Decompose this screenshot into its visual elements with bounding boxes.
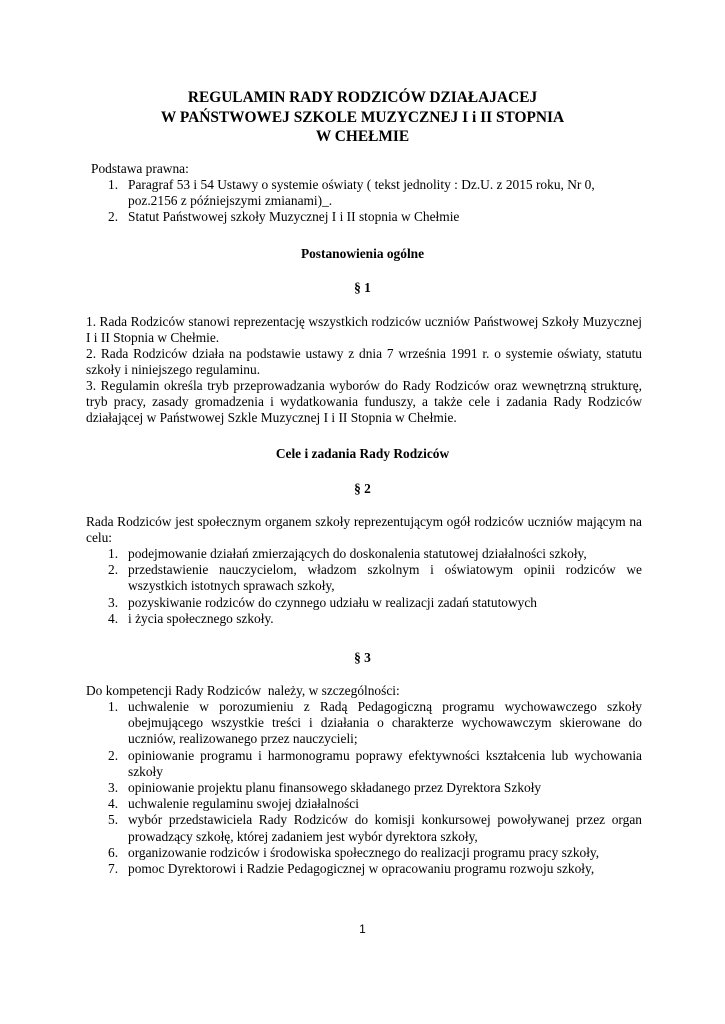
list-item-text: podejmowanie działań zmierzających do doskonalenia statutowej działalności szkoły, (128, 546, 587, 561)
list-item-number: 5. (108, 812, 119, 828)
list-item (86, 780, 642, 796)
list-item (86, 562, 642, 594)
title-line-1: REGULAMIN RADY RODZICÓW DZIAŁAJACEJ (187, 89, 538, 106)
list-item-text: pozyskiwanie rodziców do czynnego udziału w realizacji zadań statutowych (128, 594, 538, 610)
competences-intro: Do kompetencji Rady Rodziców należy, w szczególności: (86, 683, 400, 698)
list-item-text: przedstawienie nauczycielom, władzom szkolnym i oświatowym opinii rodziców we wszystkich istotnych sprawach szkoły, (128, 562, 642, 594)
goals-list (86, 546, 642, 627)
paragraph-mark-2: § 2 (354, 481, 371, 496)
title-line-2: W PAŃSTWOWEJ SZKOLE MUZYCZNEJ I i II STOPNIA (160, 108, 565, 126)
list-item-number: 1. (108, 699, 119, 714)
list-item-number: 2. (108, 562, 119, 578)
list-item-number: 4. (108, 610, 119, 626)
list-item-text: uchwalenie w porozumieniu z Radą Pedagogiczną programu wychowawczego szkoły obejmującego wszystkie treści i działania o charakterze wychowawczym skierowane do uczniów, realizowanego przez nauczycieli; (128, 699, 642, 747)
list-item-text: Statut Państwowej szkoły Muzycznej I i II stopnia w Chełmie (128, 209, 460, 225)
paragraph-mark-1: § 1 (354, 280, 371, 295)
list-item (86, 861, 642, 877)
list-item-text: i życia społecznego szkoły. (128, 610, 274, 626)
list-item-text: uchwalenie regulaminu swojej działalności (128, 796, 359, 812)
list-item-text: organizowanie rodziców i środowiska społecznego do realizacji programu pracy szkoły, (128, 844, 600, 860)
list-item (86, 595, 642, 611)
list-item-number: 2. (108, 747, 119, 763)
general-point-3: 3. Regulamin określa tryb przeprowadzania wyborów do Rady Rodziców oraz wewnętrzną strukturę, tryb pracy, zasady gromadzenia i wydatkowania funduszy, a także cele i zadania Rady Rodziców działającej w Państwowej Szkle Muzycznej I i II Stopnia w Chełmie. (86, 378, 642, 426)
list-item-number: 6. (108, 844, 119, 860)
title-line-3: W CHEŁMIE (315, 128, 410, 145)
list-item-number: 4. (108, 796, 119, 812)
list-item (86, 812, 642, 844)
list-item-number: 7. (108, 861, 119, 877)
section-heading-goals: Cele i zadania Rady Rodziców (275, 446, 450, 461)
list-item-text: wybór przedstawiciela Rady Rodziców do komisji konkursowej powoływanej przez organ prowadzący szkołę, której zadaniem jest wybór dyrektora szkoły, (128, 812, 642, 844)
list-item (86, 845, 642, 861)
list-item-text: pomoc Dyrektorowi i Radzie Pedagogicznej w opracowaniu programu rozwoju szkoły, (128, 861, 595, 877)
list-item-number: 1. (108, 546, 119, 561)
list-item (86, 796, 642, 812)
list-item-number: 2. (108, 209, 119, 225)
paragraph-mark-3: § 3 (354, 650, 371, 665)
document-title (80, 88, 645, 147)
list-item-text: Paragraf 53 i 54 Ustawy o systemie oświaty ( tekst jednolity : Dz.U. z 2015 roku, Nr 0, poz.2156 z późniejszymi zmianami)_. (128, 177, 595, 209)
list-item (86, 546, 642, 562)
list-item-number: 3. (108, 780, 119, 796)
list-item (86, 748, 642, 780)
legal-basis-list (86, 177, 642, 226)
legal-basis-label: Podstawa prawna: (91, 161, 189, 176)
list-item (86, 699, 642, 748)
list-item-number: 1. (108, 177, 119, 192)
list-item-text: opiniowanie projektu planu finansowego składanego przez Dyrektora Szkoły (128, 780, 542, 796)
goals-intro: Rada Rodziców jest społecznym organem szkoły reprezentującym ogół rodziców uczniów mającym na celu: (86, 514, 642, 546)
general-point-1: 1. Rada Rodziców stanowi reprezentację wszystkich rodziców uczniów Państwowej Szkoły Muzycznej I i II Stopnia w Chełmie. (86, 314, 642, 346)
page-number: 1 (359, 922, 366, 936)
competences-list (86, 699, 642, 877)
list-item (86, 209, 642, 225)
list-item (86, 611, 642, 627)
list-item (86, 177, 642, 209)
list-item-text: opiniowanie programu i harmonogramu poprawy efektywności kształcenia lub wychowania szkoły (128, 747, 642, 779)
general-point-2: 2. Rada Rodziców działa na podstawie ustawy z dnia 7 września 1991 r. o systemie oświaty, statutu szkoły i niniejszego regulaminu. (86, 346, 642, 378)
section-heading-general: Postanowienia ogólne (300, 246, 425, 261)
list-item-number: 3. (108, 594, 119, 610)
